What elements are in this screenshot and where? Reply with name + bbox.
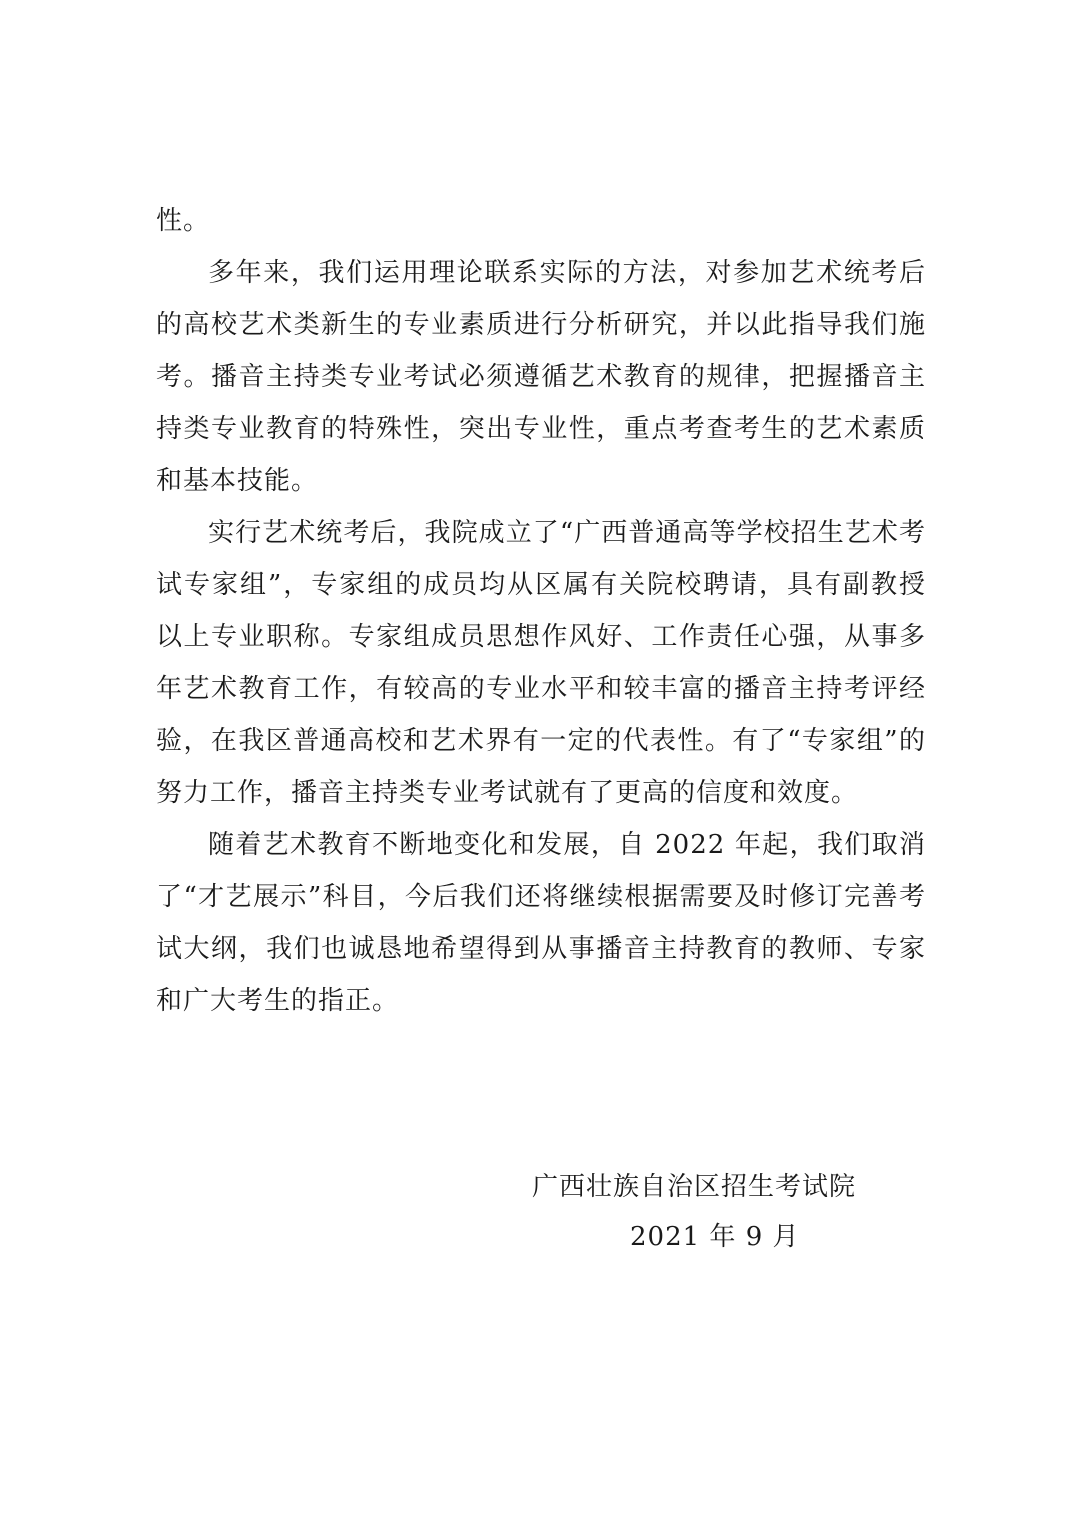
document-body: [156, 195, 926, 1027]
signature-date: 2021 年 9 月: [630, 1222, 800, 1252]
signature-organization: 广西壮族自治区招生考试院: [532, 1172, 857, 1202]
paragraph-methodology: 多年来，我们运用理论联系实际的方法，对参加艺术统考后的高校艺术类新生的专业素质进行分析研究，并以此指导我们施考。播音主持类专业考试必须遵循艺术教育的规律，把握播音主持类专业教育的特殊性，突出专业性，重点考查考生的艺术素质和基本技能。: [156, 258, 926, 496]
signature-block: [520, 1162, 920, 1262]
paragraph-expert-group: 实行艺术统考后，我院成立了“广西普通高等学校招生艺术考试专家组”，专家组的成员均从区属有关院校聘请，具有副教授以上专业职称。专家组成员思想作风好、工作责任心强，从事多年艺术教育工作，有较高的专业水平和较丰富的播音主持考评经验，在我区普通高校和艺术界有一定的代表性。有了“专家组”的努力工作，播音主持类专业考试就有了更高的信度和效度。: [156, 518, 926, 808]
paragraph-revision: 随着艺术教育不断地变化和发展，自 2022 年起，我们取消了“才艺展示”科目，今后我们还将继续根据需要及时修订完善考试大纲，我们也诚恳地希望得到从事播音主持教育的教师、专家和广大考生的指正。: [156, 830, 926, 1016]
paragraph-continuation: 性。: [156, 206, 211, 236]
